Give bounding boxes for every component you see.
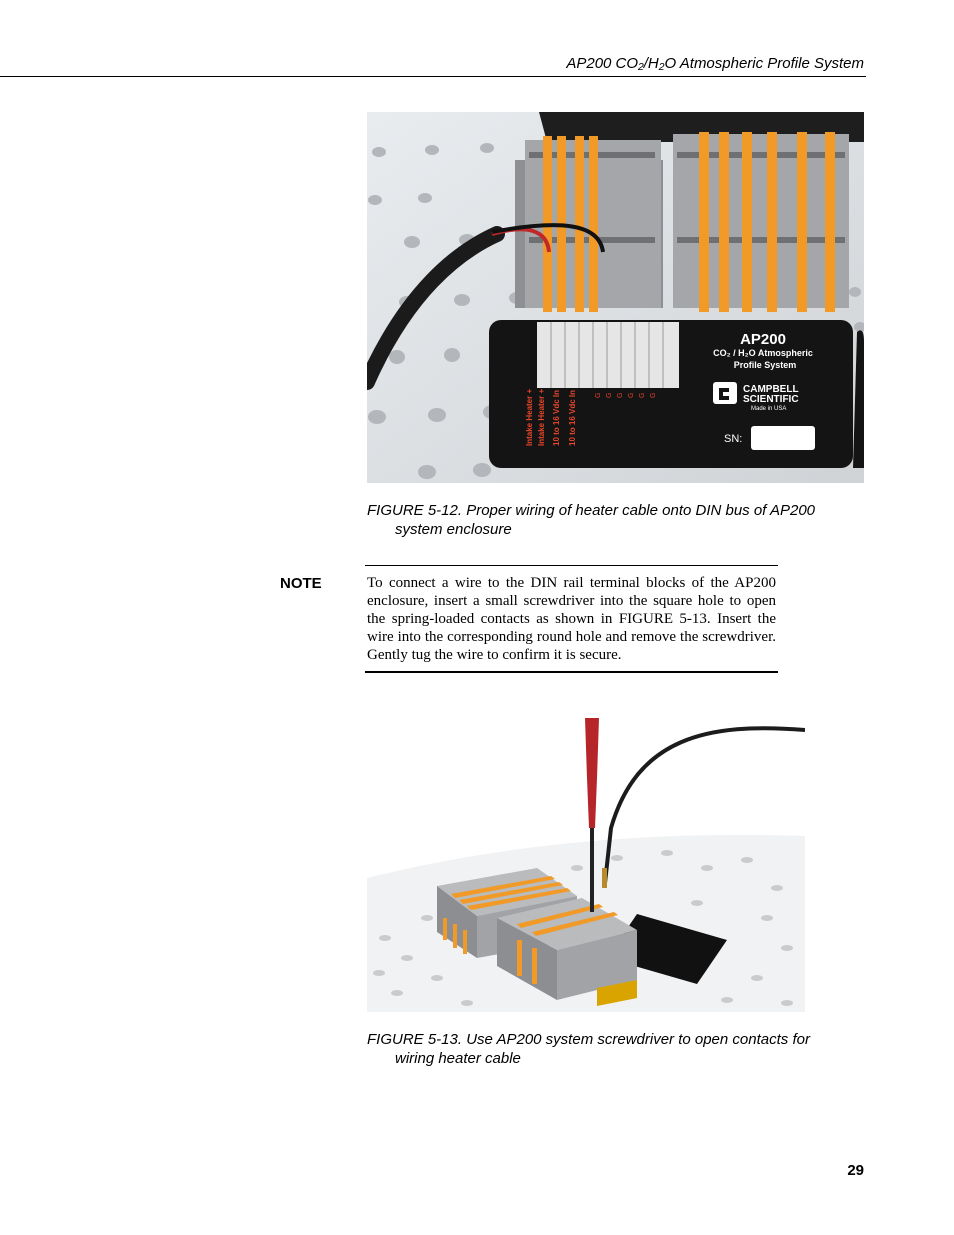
product-line-2: Profile System [733, 360, 797, 370]
caption-main: FIGURE 5-12. Proper wiring of heater cable onto DIN bus of AP200 [367, 502, 816, 519]
brand-line-2: SCIENTIFIC [743, 394, 799, 405]
caption-continuation: system enclosure [395, 521, 512, 538]
note-text: To connect a wire to the DIN rail terminal blocks of the AP200 enclosure, insert a small screwdriver into the square hole to open the spring-loaded contacts as shown in FIGURE 5-13. Insert the wire into the corresponding round hole and remove the screwdriver. Gently tug the wire to confirm it is secure. [367, 575, 776, 663]
figure-5-13-caption [367, 1030, 847, 1068]
terminal-label: G [617, 392, 624, 398]
terminal-label: 10 to 16 Vdc In [552, 389, 561, 446]
brand-line-1: CAMPBELL [743, 384, 799, 395]
figure-5-12-image [367, 112, 864, 483]
sn-label: SN: [724, 433, 743, 445]
terminal-label: G [606, 392, 613, 398]
terminal-label: G [639, 392, 646, 398]
note-bottom-rule [365, 671, 778, 673]
campbell-logo-icon [713, 382, 737, 404]
note-top-rule [365, 565, 778, 566]
terminal-label: G [650, 392, 657, 398]
page-number: 29 [847, 1162, 864, 1179]
terminal-label: G [595, 392, 602, 398]
sn-field [751, 426, 815, 450]
terminal-label: Intake Heater + [537, 388, 546, 446]
header-rule [0, 76, 866, 77]
product-name: AP200 [740, 331, 786, 348]
product-line-1: CO₂ / H₂O Atmospheric [713, 348, 813, 358]
note-label: NOTE [280, 575, 322, 592]
terminal-label: G [628, 392, 635, 398]
made-in: Made in USA [751, 406, 787, 412]
caption-main: FIGURE 5-13. Use AP200 system screwdriver to open contacts for [367, 1031, 810, 1048]
running-header: AP200 CO₂/H₂O Atmospheric Profile System [566, 55, 864, 72]
terminal-label: 10 to 16 Vdc In [568, 389, 577, 446]
figure-5-12-caption [367, 501, 847, 539]
terminal-label: Intake Heater + [525, 388, 534, 446]
caption-continuation: wiring heater cable [395, 1050, 521, 1067]
figure-5-13-image [367, 718, 805, 1012]
